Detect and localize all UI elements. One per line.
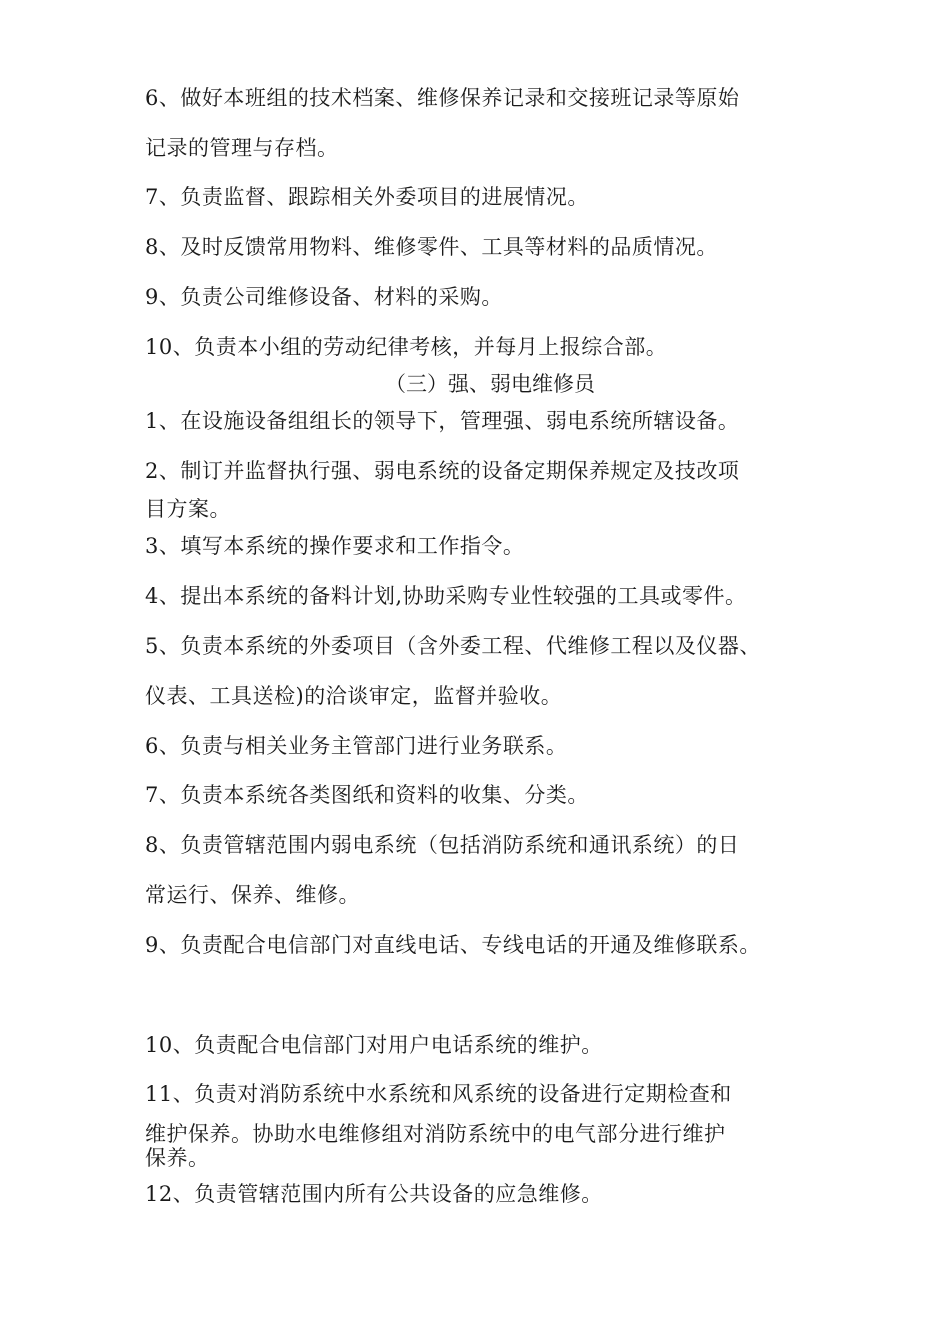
- text-line: 7、负责本系统各类图纸和资料的收集、分类。: [145, 783, 589, 807]
- text-line: 1、在设施设备组组长的领导下，管理强、弱电系统所辖设备。: [145, 409, 740, 433]
- text-line: 5、负责本系统的外委项目（含外委工程、代维修工程以及仪器、: [145, 634, 761, 658]
- text-line: 4、提出本系统的备料计划,协助采购专业性较强的工具或零件。: [145, 584, 747, 608]
- text-line: 12、负责管辖范围内所有公共设备的应急维修。: [145, 1182, 603, 1206]
- text-line: 仪表、工具送检)的洽谈审定，监督并验收。: [145, 684, 563, 708]
- text-line: 11、负责对消防系统中水系统和风系统的设备进行定期检查和: [145, 1082, 732, 1106]
- text-line: 10、负责本小组的劳动纪律考核，并每月上报综合部。: [145, 335, 668, 359]
- section-heading: （三）强、弱电维修员: [385, 372, 595, 396]
- text-line: 3、填写本系统的操作要求和工作指令。: [145, 534, 525, 558]
- text-line: 2、制订并监督执行强、弱电系统的设备定期保养规定及技改项: [145, 459, 740, 483]
- text-line: 6、做好本班组的技术档案、维修保养记录和交接班记录等原始: [145, 86, 740, 110]
- text-line: 保养。: [145, 1146, 210, 1170]
- text-line: 记录的管理与存档。: [145, 136, 339, 160]
- text-line: 维护保养。协助水电维修组对消防系统中的电气部分进行维护: [145, 1122, 726, 1146]
- text-line: 目方案。: [145, 497, 231, 521]
- text-line: 9、负责公司维修设备、材料的采购。: [145, 285, 503, 309]
- text-line: 6、负责与相关业务主管部门进行业务联系。: [145, 734, 568, 758]
- text-line: 常运行、保养、维修。: [145, 883, 360, 907]
- text-line: 9、负责配合电信部门对直线电话、专线电话的开通及维修联系。: [145, 933, 761, 957]
- text-line: 10、负责配合电信部门对用户电话系统的维护。: [145, 1033, 603, 1057]
- text-line: 7、负责监督、跟踪相关外委项目的进展情况。: [145, 185, 589, 209]
- text-line: 8、及时反馈常用物料、维修零件、工具等材料的品质情况。: [145, 235, 718, 259]
- text-line: 8、负责管辖范围内弱电系统（包括消防系统和通讯系统）的日: [145, 833, 740, 857]
